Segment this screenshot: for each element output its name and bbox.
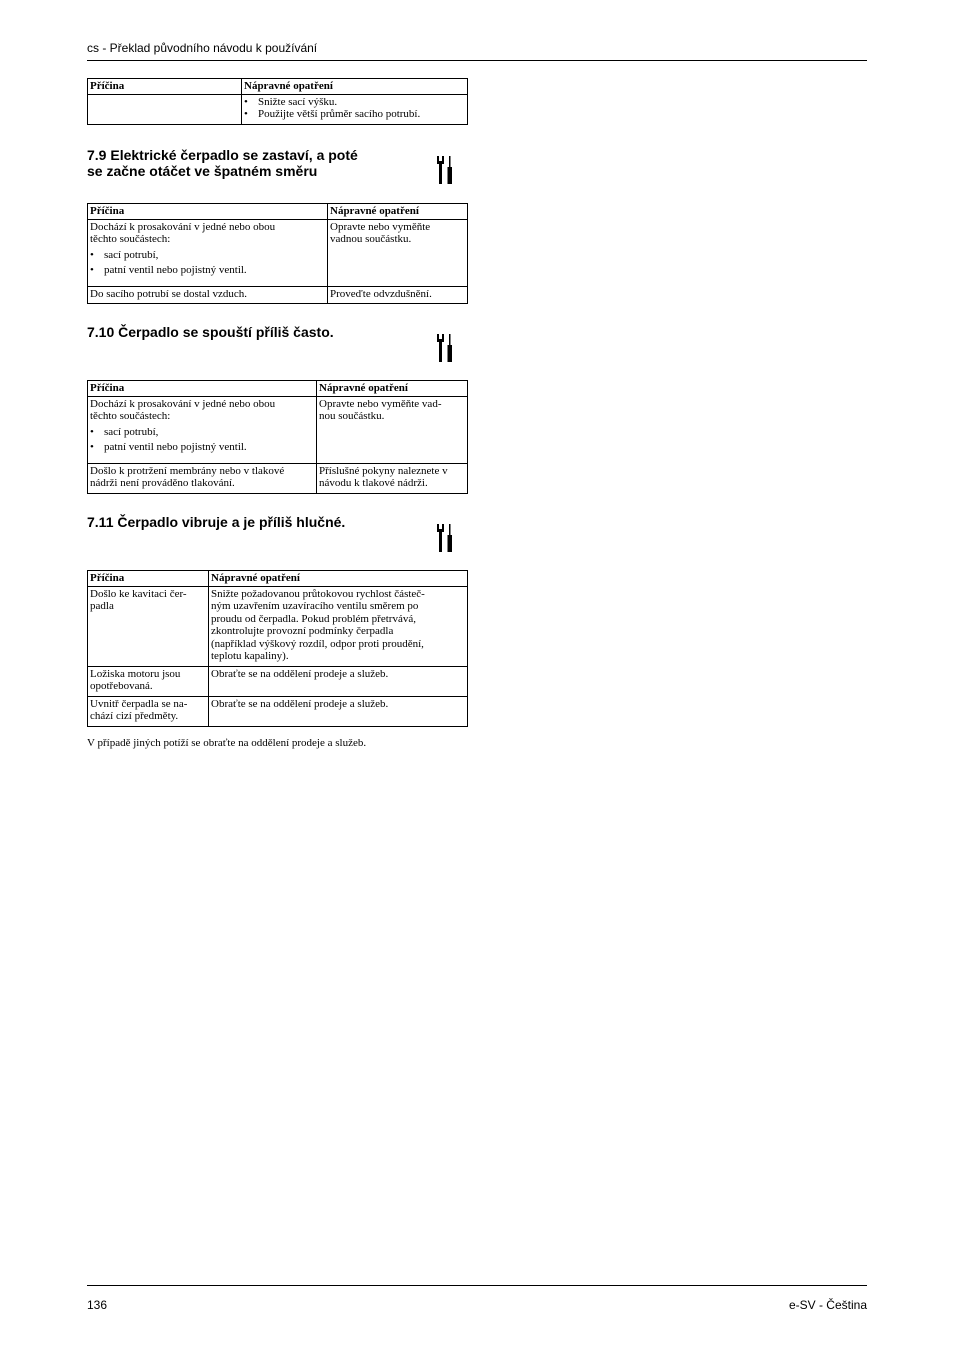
cause-cell [88, 396, 317, 463]
list-item: • patní ventil nebo pojistný ventil. [90, 441, 314, 454]
doc-label: e-SV - Čeština [788, 1298, 867, 1312]
cell-line: nádrži není prováděno tlakování. [90, 477, 235, 489]
cause-cell [88, 219, 328, 286]
heading-line: 7.9 Elektrické čerpadlo se zastaví, a poté [87, 147, 358, 163]
table-continued [87, 78, 468, 125]
cause-cell [88, 696, 209, 726]
cell-line: Dochází k prosakování v jedné nebo obou [90, 220, 276, 233]
closing-note: V případě jiných potíží se obraťte na oddělení prodeje a služeb. [87, 737, 367, 749]
remedy-cell [317, 463, 468, 493]
section-heading-7-10: 7.10 Čerpadlo se spouští příliš často. [87, 324, 334, 340]
col-header-remedy: Nápravné opatření [317, 381, 468, 397]
cause-cell [88, 666, 209, 696]
cell-line: zkontrolujte provozní podmínky čerpadla [211, 625, 394, 637]
footer-divider [87, 1285, 867, 1286]
cell-line: Opravte nebo vyměňte vad- [319, 397, 442, 410]
col-header-remedy: Nápravné opatření [328, 204, 468, 220]
tools-icon [435, 156, 455, 184]
table-7-10 [87, 380, 468, 494]
table-7-11 [87, 570, 468, 727]
remedy-cell: Obraťte se na oddělení prodeje a služeb. [209, 666, 468, 696]
cell-line: nou součástku. [319, 410, 385, 422]
remedy-cell [328, 219, 468, 286]
cell-line: Uvnitř čerpadla se na- [90, 697, 188, 710]
page-number: 136 [87, 1298, 108, 1312]
cell-line: Snižte požadovanou průtokovou rychlost částeč- [211, 587, 425, 600]
cell-line: proudu od čerpadla. Pokud problém přetrvává, [211, 612, 416, 625]
table-row [88, 666, 468, 696]
heading-line: se začne otáčet ve špatném směru [87, 163, 318, 179]
col-header-remedy: Nápravné opatření [242, 79, 468, 95]
cell-line: opotřebovaná. [90, 680, 153, 692]
col-header-cause: Příčina [88, 79, 242, 95]
cell-line: těchto součástech: [90, 233, 171, 245]
section-heading-7-11: 7.11 Čerpadlo vibruje a je příliš hlučné. [87, 514, 346, 530]
cell-line: návodu k tlakové nádrži. [319, 477, 428, 489]
list-item: • sací potrubí, [90, 249, 325, 262]
col-header-remedy: Nápravné opatření [209, 571, 468, 587]
cell-line: Došlo k protržení membrány nebo v tlakové [90, 464, 285, 477]
list-item: • Snižte sací výšku. [244, 96, 465, 109]
section-heading-7-9 [87, 147, 358, 179]
remedy-cell: Proveďte odvzdušnění. [328, 286, 468, 304]
table-7-9 [87, 203, 468, 304]
cause-cell [88, 94, 242, 124]
table-row [88, 94, 468, 124]
remedy-cell [242, 94, 468, 124]
remedy-cell: Obraťte se na oddělení prodeje a služeb. [209, 696, 468, 726]
cell-line: Dochází k prosakování v jedné nebo obou [90, 397, 276, 410]
cell-line: Opravte nebo vyměňte [330, 220, 431, 233]
col-header-cause: Příčina [88, 571, 209, 587]
remedy-cell [209, 586, 468, 666]
table-row [88, 219, 468, 286]
list-item: • Použijte větší průměr sacího potrubí. [244, 108, 465, 121]
cell-line: Příslušné pokyny naleznete v [319, 464, 448, 477]
col-header-cause: Příčina [88, 204, 328, 220]
cell-line: vadnou součástku. [330, 233, 412, 245]
cell-line: chází cizí předměty. [90, 710, 179, 722]
cell-line: (například výškový rozdíl, odpor proti proudění, [211, 637, 424, 650]
table-row [88, 286, 468, 304]
table-row [88, 396, 468, 463]
cell-line: Ložiska motoru jsou [90, 667, 181, 680]
list-item: • patní ventil nebo pojistný ventil. [90, 264, 325, 277]
page-header: cs - Překlad původního návodu k používání [87, 41, 318, 55]
cell-line: Došlo ke kavitaci čer- [90, 587, 187, 600]
cause-cell [88, 463, 317, 493]
cell-line: těchto součástech: [90, 410, 171, 422]
table-row [88, 463, 468, 493]
table-row [88, 696, 468, 726]
tools-icon [435, 334, 455, 362]
cell-line: ným uzavřením uzavíracího ventilu směrem po [211, 600, 419, 612]
remedy-cell [317, 396, 468, 463]
cell-line: padla [90, 600, 114, 612]
list-item: • sací potrubí, [90, 426, 314, 439]
table-row [88, 586, 468, 666]
cause-cell: Do sacího potrubí se dostal vzduch. [88, 286, 328, 304]
cause-cell [88, 586, 209, 666]
col-header-cause: Příčina [88, 381, 317, 397]
header-divider [87, 60, 867, 61]
tools-icon [435, 524, 455, 552]
cell-line: teplotu kapaliny). [211, 650, 289, 662]
